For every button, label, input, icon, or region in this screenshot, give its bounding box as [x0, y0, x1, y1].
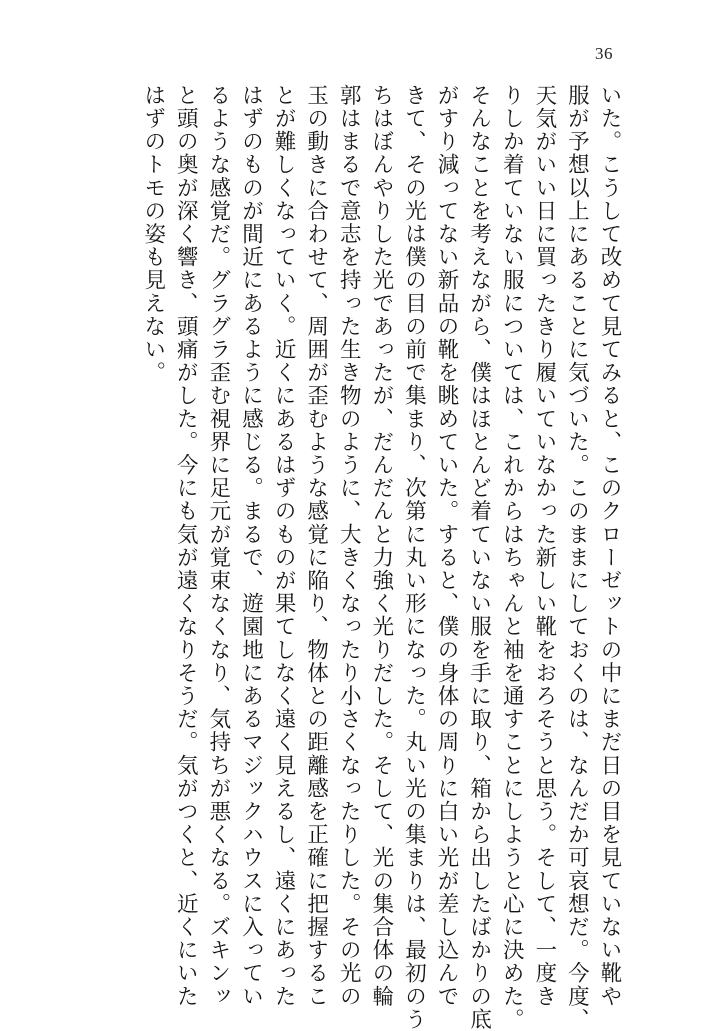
text-line: りしか着ていない服については、これからはちゃんと袖を通すことにしようと心に決めた。 — [499, 84, 525, 1031]
text-line: はずのものが間近にあるように感じる。まるで、遊園地にあるマジックハウスに入ってい — [238, 84, 264, 1008]
text-line: とが難しくなっていく。近くにあるはずのものが果てしなく遠く見えるし、遠くにあった — [271, 84, 297, 1008]
text-line: と頭の奥が深く響き、頭痛がした。今にも気が遠くなりそうだ。気がつくと、近くにいた — [173, 84, 199, 1008]
text-line: 郭はまるで意志を持った生き物のように、大きくなったり小さくなったりした。その光の — [336, 84, 362, 1008]
text-line: 玉の動きに合わせて、周囲が歪むような感覚に陥り、物体との距離感を正確に把握するこ — [303, 84, 329, 1008]
text-line: がすり減ってない新品の靴を眺めていた。すると、僕の身体の周りに白い光が差し込んで — [434, 84, 460, 1008]
page-number: 36 — [595, 44, 613, 63]
text-line: 天気がいい日に買ったきり履いていなかった新しい靴をおろそうと思う。そして、一度き — [531, 84, 557, 1008]
text-line: いた。こうして改めて見てみると、このクローゼットの中にまだ日の目を見ていない靴や — [597, 84, 622, 1008]
text-line: そんなことを考えながら、僕はほとんど着ていない服を手に取り、箱から出したばかりの底 — [466, 84, 492, 1031]
text-line: るような感覚だ。グラグラ歪む視界に足元が覚束なくなり、気持ちが悪くなる。ズキンッ — [205, 84, 231, 1008]
text-line: 服が予想以上にあることに気づいた。このままにしておくのは、なんだか可哀想だ。今度、 — [564, 84, 590, 1031]
text-line: はずのトモの姿も見えない。 — [140, 84, 166, 385]
text-line: ちはぼんやりした光であったが、だんだんと力強く光りだした。そして、光の集合体の輪 — [368, 84, 394, 1008]
vertical-text-body — [125, 84, 625, 1031]
text-line: きて、その光は僕の目の前で集まり、次第に丸い形になった。丸い光の集まりは、最初のう — [401, 84, 427, 1031]
